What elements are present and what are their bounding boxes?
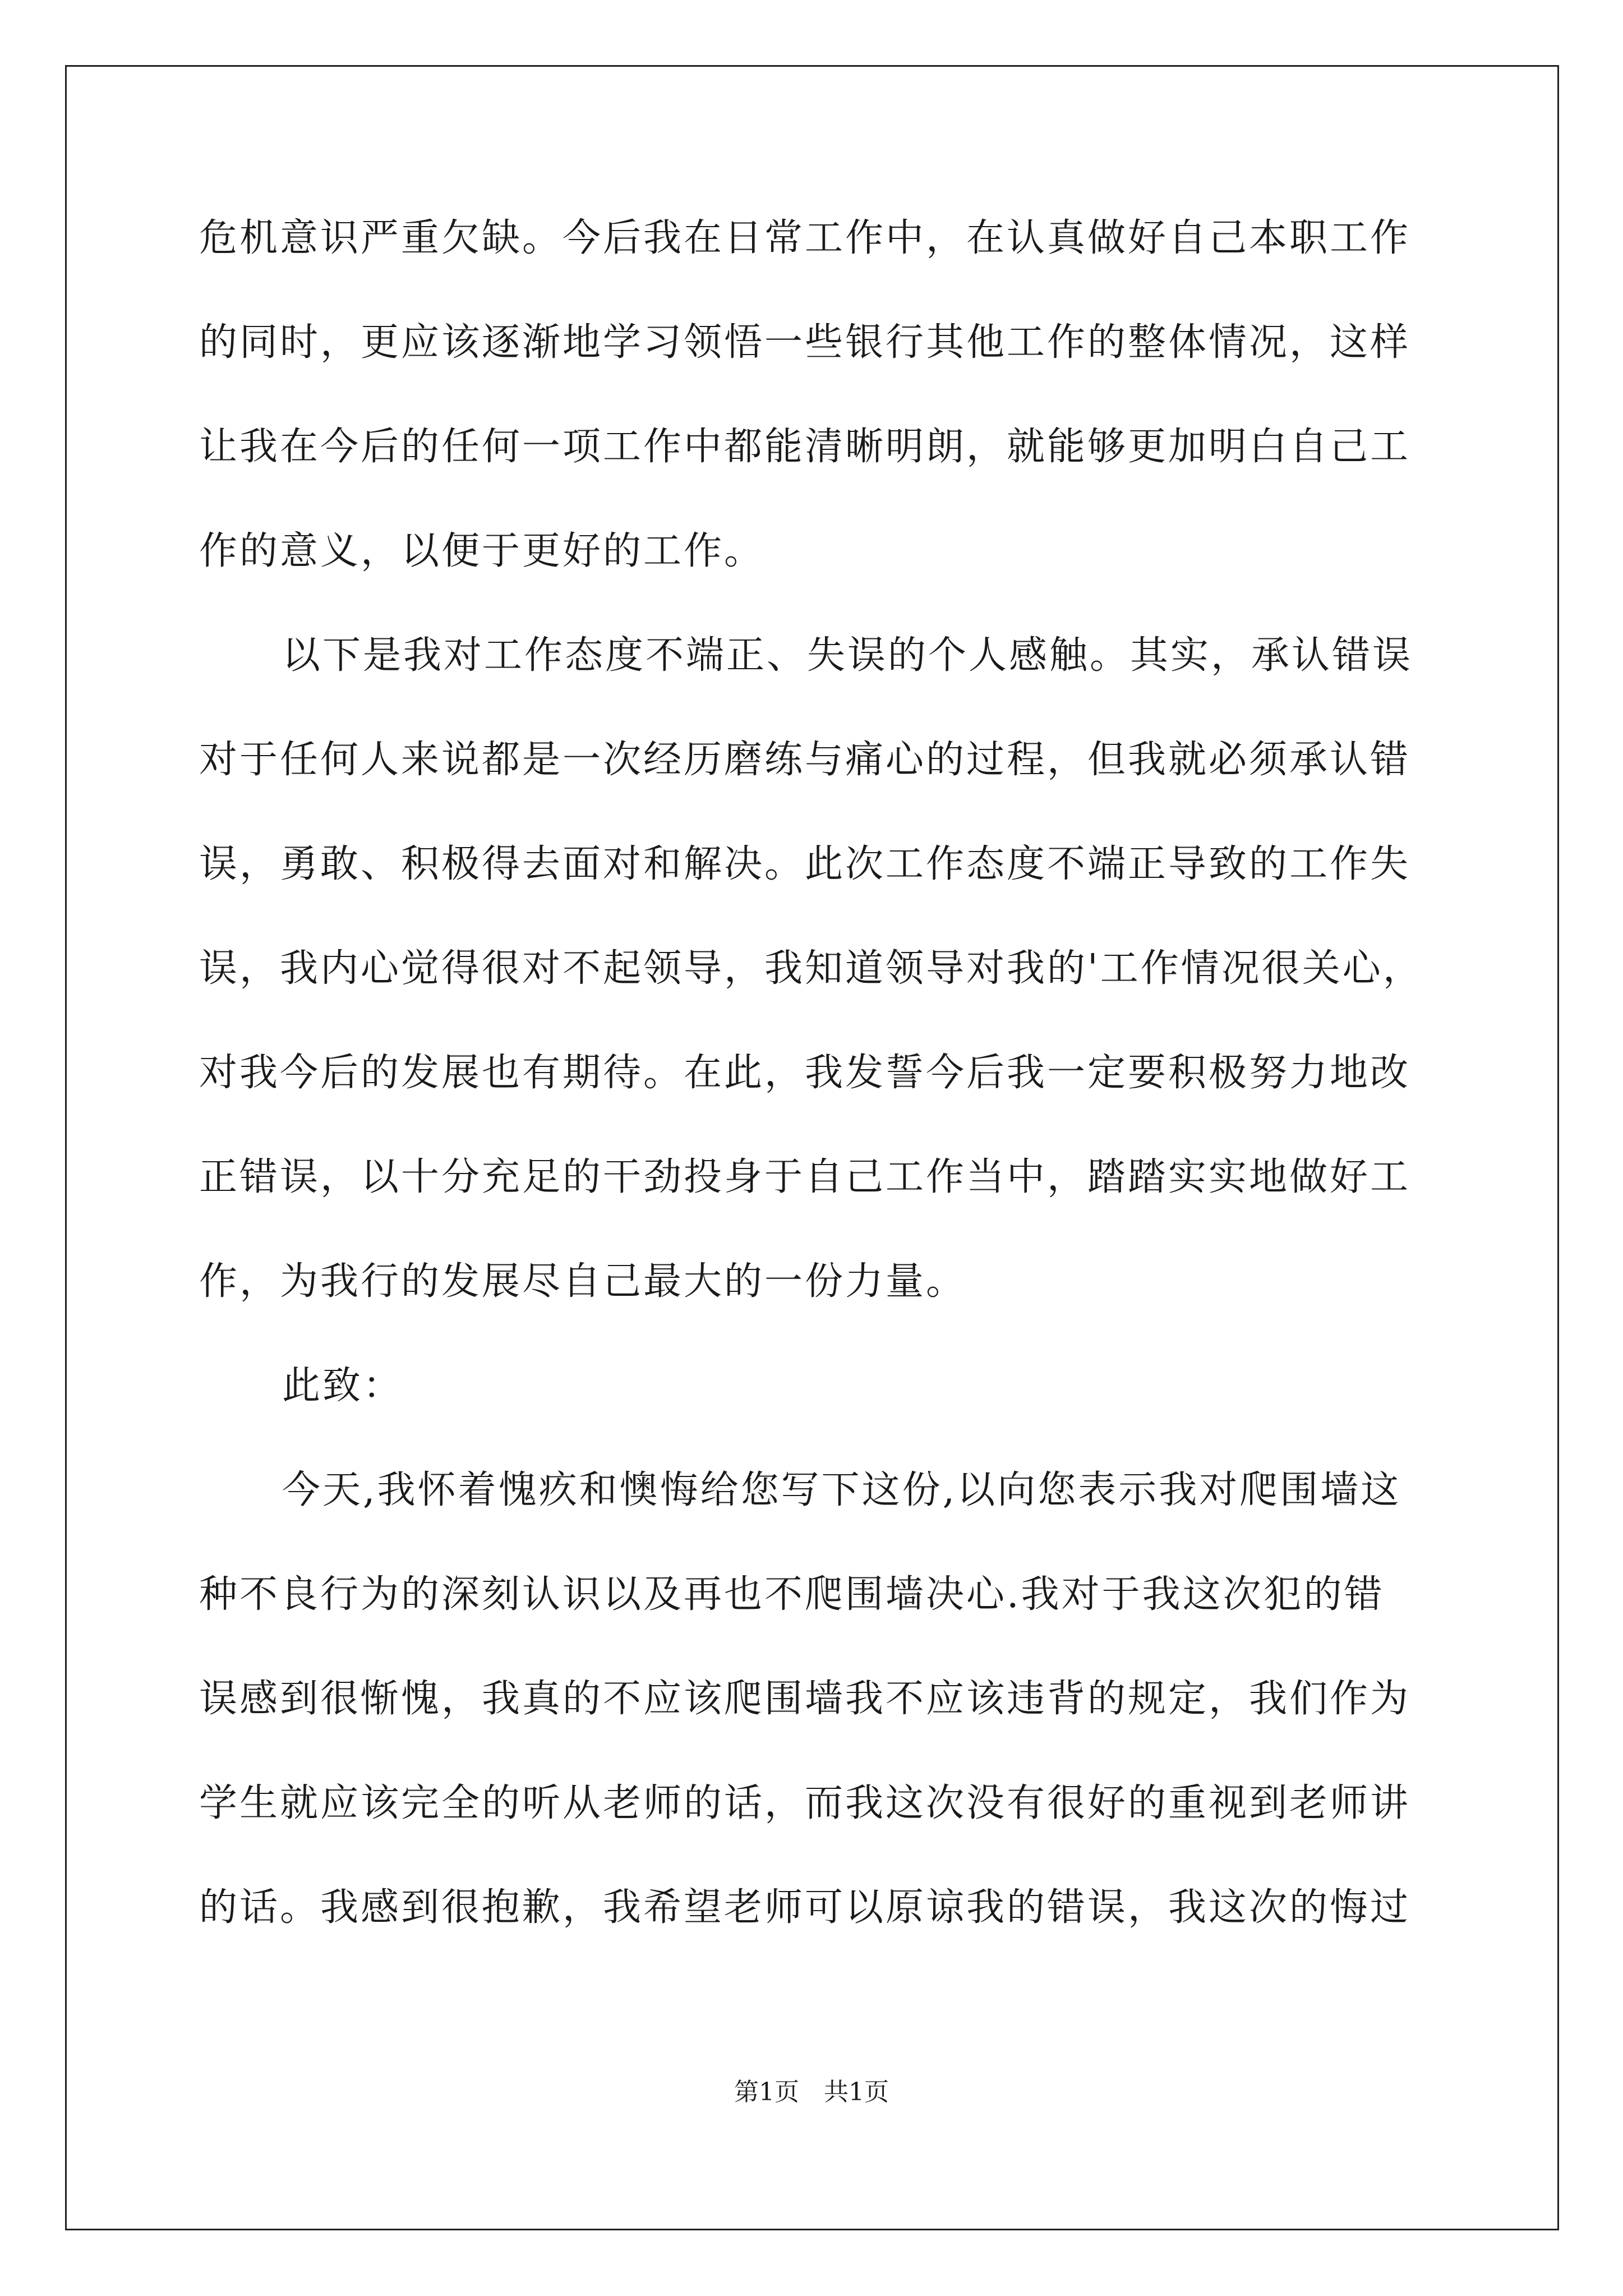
paragraph-line: 危机意识严重欠缺。今后我在日常工作中，在认真做好自己本职工作 xyxy=(199,216,1411,260)
paragraph-line: 以下是我对工作态度不端正、失误的个人感触。其实，承认错误 xyxy=(282,633,1413,678)
paragraph-line: 的同时，更应该逐渐地学习领悟一些银行其他工作的整体情况，这样 xyxy=(199,320,1411,365)
paragraph-line: 学生就应该完全的听从老师的话，而我这次没有很好的重视到老师讲 xyxy=(199,1781,1411,1825)
paragraph-line: 的话。我感到很抱歉，我希望老师可以原谅我的错误，我这次的悔过 xyxy=(199,1885,1411,1930)
paragraph-line: 作，为我行的发展尽自己最大的一份力量。 xyxy=(199,1259,967,1304)
paragraph-line: 作的意义，以便于更好的工作。 xyxy=(199,529,765,573)
paragraph-line: 误，勇敢、积极得去面对和解决。此次工作态度不端正导致的工作失 xyxy=(199,842,1411,886)
paragraph-line: 正错误，以十分充足的干劲投身于自己工作当中，踏踏实实地做好工 xyxy=(199,1155,1411,1199)
page-footer: 第1页 共1页 xyxy=(734,2078,889,2106)
paragraph-line: 种不良行为的深刻认识以及再也不爬围墙决心.我对于我这次犯的错 xyxy=(199,1572,1385,1617)
paragraph-line: 误，我内心觉得很对不起领导，我知道领导对我的'工作情况很关心， xyxy=(199,946,1423,991)
document-body xyxy=(199,213,1433,1987)
paragraph-line: 误感到很惭愧，我真的不应该爬围墙我不应该违背的规定，我们作为 xyxy=(199,1677,1411,1721)
paragraph-line: 对我今后的发展也有期待。在此，我发誓今后我一定要积极努力地改 xyxy=(199,1051,1411,1095)
paragraph-line: 今天,我怀着愧疚和懊悔给您写下这份,以向您表示我对爬围墙这 xyxy=(282,1468,1401,1512)
paragraph-line: 让我在今后的任何一项工作中都能清晰明朗，就能够更加明白自己工 xyxy=(199,425,1411,469)
paragraph-line: 对于任何人来说都是一次经历磨练与痛心的过程，但我就必须承认错 xyxy=(199,738,1411,782)
salutation-line: 此致： xyxy=(282,1364,404,1408)
